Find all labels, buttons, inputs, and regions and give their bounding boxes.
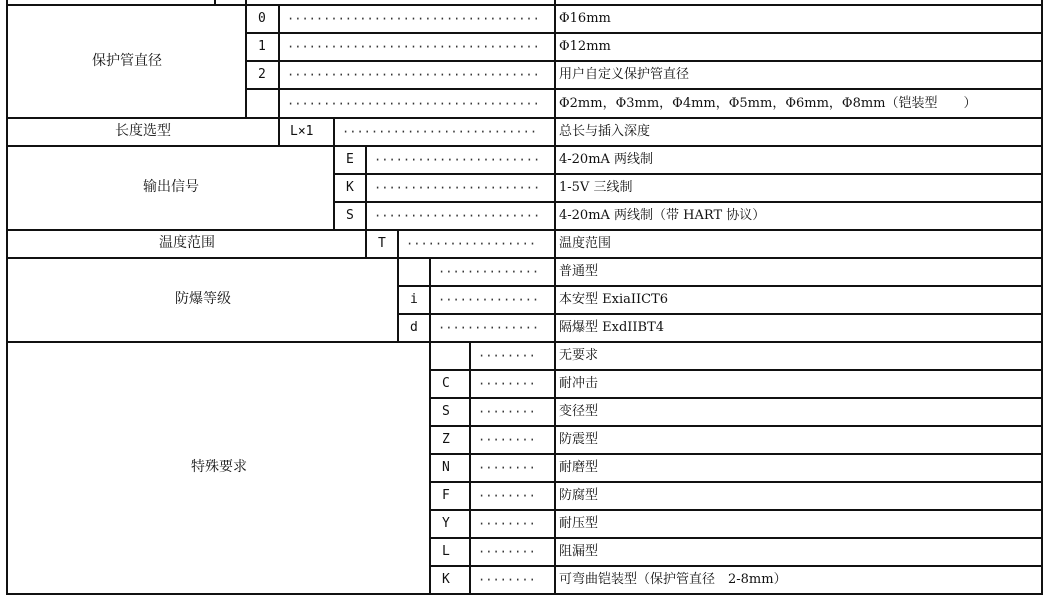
description-cell: 耐压型 — [559, 516, 599, 531]
grid-line — [469, 426, 471, 455]
grid-line — [245, 61, 247, 90]
grid-line — [429, 510, 431, 539]
grid-line — [398, 313, 1043, 315]
leader-dots: ········ — [478, 405, 536, 419]
description-cell: Φ2mm，Φ3mm，Φ4mm，Φ5mm，Φ6mm，Φ8mm（铠装型 ） — [559, 96, 977, 111]
grid-line — [333, 174, 335, 203]
grid-line — [469, 566, 471, 595]
grid-line — [430, 397, 1043, 399]
description-cell: 温度范围 — [559, 236, 612, 251]
grid-line — [469, 482, 471, 511]
grid-line — [430, 481, 1043, 483]
grid-line — [7, 145, 1043, 147]
leader-dots: ··································· — [287, 40, 540, 54]
group-label: 输出信号 — [143, 179, 199, 195]
description-cell: Φ12mm — [559, 39, 611, 54]
grid-line — [246, 60, 1043, 62]
grid-line — [7, 257, 1043, 259]
group-label: 特殊要求 — [191, 459, 247, 475]
grid-line — [278, 5, 280, 34]
description-cell: Φ16mm — [559, 11, 611, 26]
description-cell: 总长与插入深度 — [559, 124, 651, 139]
grid-line — [278, 61, 280, 90]
grid-line — [278, 89, 280, 119]
grid-line — [429, 286, 431, 315]
grid-line — [245, 5, 247, 34]
grid-line — [7, 593, 1043, 595]
description-cell: 本安型 ExiaIICT6 — [559, 292, 669, 307]
grid-line — [430, 369, 1043, 371]
group-label: 保护管直径 — [92, 53, 162, 69]
grid-line — [7, 341, 1043, 343]
description-cell: 可弯曲铠装型（保护管直径 2-8mm） — [559, 572, 787, 587]
grid-line — [365, 146, 367, 175]
code-cell: C — [442, 376, 450, 391]
grid-line — [245, 89, 247, 119]
leader-dots: ·············· — [438, 265, 540, 279]
grid-line — [430, 565, 1043, 567]
description-cell: 4-20mA 两线制 — [559, 152, 654, 167]
grid-line — [469, 398, 471, 427]
grid-line — [469, 538, 471, 567]
grid-line — [469, 454, 471, 483]
grid-line — [246, 32, 1043, 34]
description-cell: 用户自定义保护管直径 — [559, 67, 690, 82]
grid-line — [365, 174, 367, 203]
leader-dots: ··························· — [342, 125, 538, 139]
grid-line — [397, 230, 399, 259]
grid-line — [430, 509, 1043, 511]
description-cell: 隔爆型 ExdIIBT4 — [559, 320, 665, 335]
code-cell: F — [442, 488, 450, 503]
leader-dots: ········ — [478, 489, 536, 503]
grid-line — [397, 286, 399, 315]
description-cell: 防腐型 — [559, 488, 599, 503]
grid-line — [430, 453, 1043, 455]
grid-line — [469, 370, 471, 399]
grid-line — [429, 342, 431, 371]
description-cell: 普通型 — [559, 264, 599, 279]
grid-line — [7, 4, 1043, 6]
grid-line — [7, 117, 1043, 119]
grid-line — [469, 342, 471, 371]
grid-line — [278, 33, 280, 62]
grid-line — [429, 370, 431, 399]
code-cell: L×1 — [290, 124, 314, 139]
leader-dots: ········ — [478, 377, 536, 391]
group-label: 温度范围 — [159, 235, 215, 251]
grid-line — [333, 202, 335, 231]
group-label: 防爆等级 — [175, 291, 231, 307]
code-cell: E — [346, 152, 354, 167]
grid-line — [333, 146, 335, 175]
code-cell: L — [442, 544, 450, 559]
leader-dots: ······················· — [374, 153, 541, 167]
grid-line — [429, 538, 431, 567]
description-cell: 无要求 — [559, 348, 599, 363]
code-cell: K — [442, 572, 450, 587]
grid-line — [429, 482, 431, 511]
code-cell: 2 — [258, 67, 266, 82]
grid-line — [430, 425, 1043, 427]
code-cell: K — [346, 180, 354, 195]
grid-line — [333, 118, 335, 147]
grid-line — [398, 285, 1043, 287]
leader-dots: ·············· — [438, 321, 540, 335]
leader-dots: ········ — [478, 517, 536, 531]
grid-line — [334, 173, 1043, 175]
description-cell: 耐冲击 — [559, 376, 599, 391]
description-cell: 4-20mA 两线制（带 HART 协议） — [559, 208, 766, 223]
leader-dots: ·················· — [406, 237, 537, 251]
description-cell: 防震型 — [559, 432, 599, 447]
grid-line — [365, 230, 367, 259]
grid-line — [246, 88, 1043, 90]
grid-line — [430, 537, 1043, 539]
description-cell: 耐磨型 — [559, 460, 599, 475]
code-cell: 0 — [258, 11, 266, 26]
grid-line — [469, 510, 471, 539]
grid-line — [365, 202, 367, 231]
grid-line — [429, 398, 431, 427]
grid-line — [429, 258, 431, 287]
code-cell: 1 — [258, 39, 266, 54]
code-cell: Z — [442, 432, 450, 447]
grid-line — [429, 314, 431, 343]
grid-line — [429, 566, 431, 595]
leader-dots: ········ — [478, 573, 536, 587]
description-cell: 变径型 — [559, 404, 599, 419]
grid-line — [7, 229, 1043, 231]
leader-dots: ······················· — [374, 209, 541, 223]
grid-line — [6, 0, 8, 595]
grid-line — [245, 33, 247, 62]
grid-line — [397, 314, 399, 343]
leader-dots: ········ — [478, 545, 536, 559]
code-cell: S — [442, 404, 450, 419]
leader-dots: ··································· — [287, 68, 540, 82]
code-cell: S — [346, 208, 354, 223]
description-cell: 阻漏型 — [559, 544, 599, 559]
grid-line — [278, 118, 280, 147]
leader-dots: ········ — [478, 433, 536, 447]
leader-dots: ·············· — [438, 293, 540, 307]
leader-dots: ······················· — [374, 181, 541, 195]
grid-line — [397, 258, 399, 287]
group-label: 长度选型 — [115, 123, 171, 139]
description-cell: 1-5V 三线制 — [559, 180, 633, 195]
leader-dots: ········ — [478, 461, 536, 475]
code-cell: N — [442, 460, 450, 475]
leader-dots: ········ — [478, 349, 536, 363]
code-cell: d — [410, 320, 418, 335]
code-cell: i — [410, 292, 418, 307]
leader-dots: ··································· — [287, 97, 540, 111]
leader-dots: ··································· — [287, 12, 540, 26]
grid-line — [429, 454, 431, 483]
code-cell: Y — [442, 516, 450, 531]
grid-line — [334, 201, 1043, 203]
grid-line — [429, 426, 431, 455]
code-cell: T — [378, 236, 386, 251]
